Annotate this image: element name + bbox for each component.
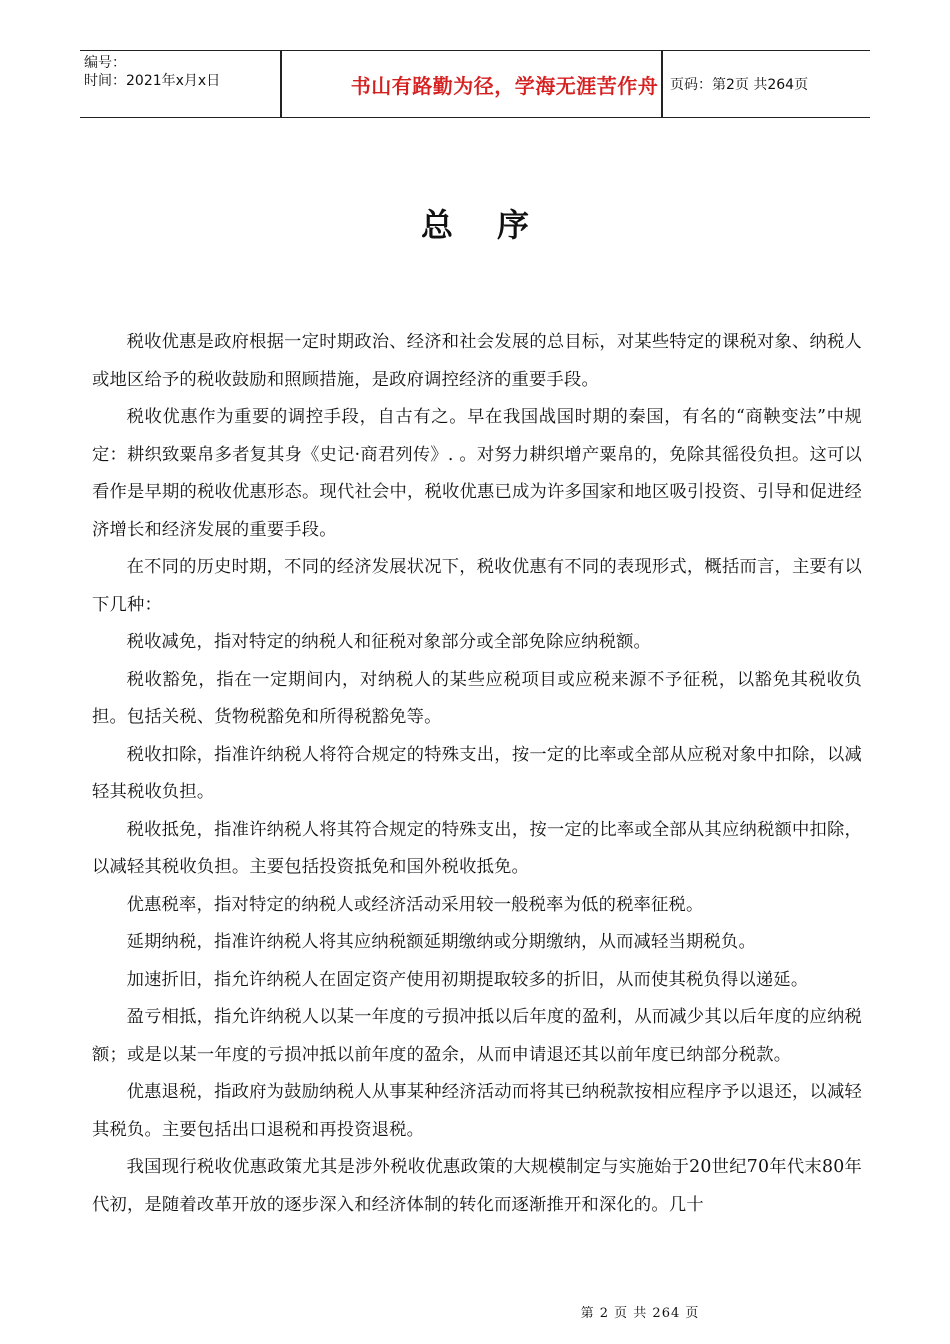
paragraph: 盈亏相抵，指允许纳税人以某一年度的亏损冲抵以后年度的盈利，从而减少其以后年度的应纳税额；或是以某一年度的亏损冲抵以前年度的盈余，从而申请退还其以前年度已纳部分税款。 [92, 1007, 862, 1065]
header-divider [661, 51, 663, 117]
header-divider [280, 51, 282, 117]
paragraph: 优惠退税，指政府为鼓励纳税人从事某种经济活动而将其已纳税款按相应程序予以退还，以减轻其税负。主要包括出口退税和再投资退税。 [92, 1082, 862, 1140]
page-header [80, 50, 870, 118]
header-page-info: 页码：第2页 共264页 [670, 77, 809, 93]
paragraph: 加速折旧，指允许纳税人在固定资产使用初期提取较多的折旧，从而使其税负得以递延。 [126, 969, 809, 990]
header-meta [80, 51, 280, 117]
page-footer: 第 2 页 共 264 页 [580, 1306, 700, 1321]
date-label: 时间：2021年x月x日 [84, 73, 221, 89]
paragraph: 税收优惠作为重要的调控手段，自古有之。早在我国战国时期的秦国，有名的“商鞅变法”中规定：耕织致粟帛多者复其身《史记·商君列传》. 。对努力耕织增产粟帛的，免除其徭役负担。这可以看作是早期的税收优惠形态。现代社会中，税收优惠已成为许多国家和地区吸引投资、引导和促进经济增长和经济发展的重要手段。 [92, 407, 862, 540]
paragraph: 税收抵免，指准许纳税人将其符合规定的特殊支出，按一定的比率或全部从其应纳税额中扣除，以减轻其税收负担。主要包括投资抵免和国外税收抵免。 [92, 819, 862, 877]
paragraph: 我国现行税收优惠政策尤其是涉外税收优惠政策的大规模制定与实施始于20世纪70年代末80年代初，是随着改革开放的逐步深入和经济体制的转化而逐渐推开和深化的。几十 [92, 1157, 862, 1215]
header-motto: 书山有路勤为径，学海无涯苦作舟 [350, 73, 659, 98]
paragraph: 税收豁免，指在一定期间内，对纳税人的某些应税项目或应税来源不予征税，以豁免其税收负担。包括关税、货物税豁免和所得税豁免等。 [92, 669, 862, 727]
paragraph: 延期纳税，指准许纳税人将其应纳税额延期缴纳或分期缴纳，从而减轻当期税负。 [126, 932, 756, 952]
paragraph: 税收减免，指对特定的纳税人和征税对象部分或全部免除应纳税额。 [126, 632, 652, 652]
paragraph: 优惠税率，指对特定的纳税人或经济活动采用较一般税率为低的税率征税。 [126, 894, 704, 915]
serial-label: 编号： [84, 55, 126, 71]
paragraph: 税收扣除，指准许纳税人将符合规定的特殊支出，按一定的比率或全部从应税对象中扣除，以减轻其税收负担。 [92, 744, 862, 802]
paragraph: 在不同的历史时期，不同的经济发展状况下，税收优惠有不同的表现形式，概括而言，主要有以下几种： [92, 557, 862, 615]
paragraph: 税收优惠是政府根据一定时期政治、经济和社会发展的总目标，对某些特定的课税对象、纳税人或地区给予的税收鼓励和照顾措施，是政府调控经济的重要手段。 [92, 332, 862, 390]
body-text [92, 324, 862, 1224]
page-title: 总序 [420, 206, 573, 244]
